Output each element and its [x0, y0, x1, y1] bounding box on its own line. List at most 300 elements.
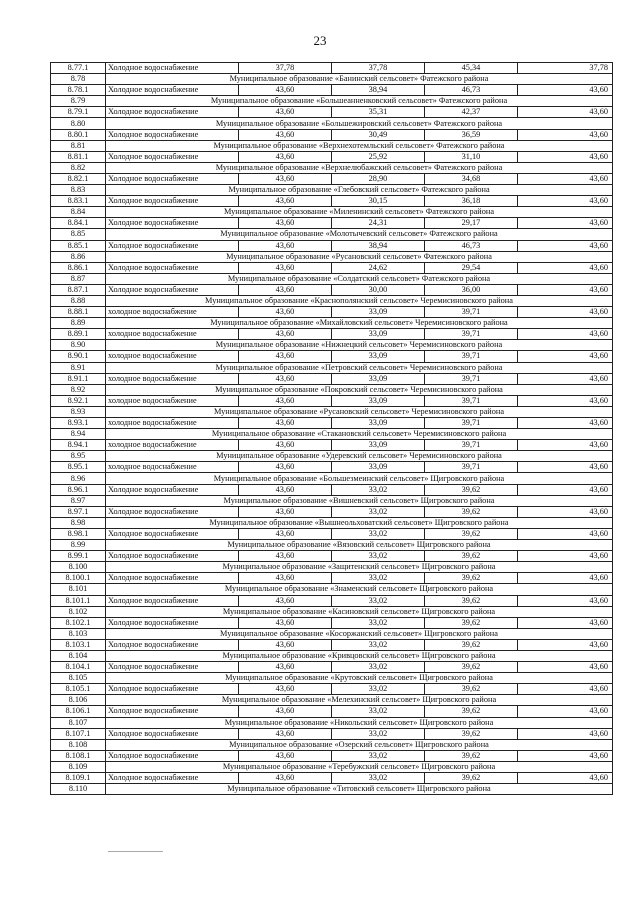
tariff-value: 39,71 — [425, 395, 518, 406]
tariff-value: 43,60 — [518, 551, 613, 562]
service-name: холодное водоснабжение — [106, 351, 239, 362]
tariff-value: 43,60 — [518, 85, 613, 96]
tariff-value: 33,09 — [332, 307, 425, 318]
tariff-value: 33,02 — [332, 528, 425, 539]
row-code: 8.101.1 — [51, 595, 106, 606]
municipality-title: Муниципальное образование «Краснополянский сельсовет» Черемисиновского района — [106, 295, 613, 306]
tariff-value: 43,60 — [239, 773, 332, 784]
tariff-value: 43,60 — [239, 373, 332, 384]
row-code: 8.102 — [51, 606, 106, 617]
tariff-value: 39,62 — [425, 684, 518, 695]
tariff-row — [51, 284, 613, 295]
row-code: 8.100.1 — [51, 573, 106, 584]
tariff-value: 43,60 — [239, 440, 332, 451]
tariff-value: 43,60 — [518, 129, 613, 140]
service-name: Холодное водоснабжение — [106, 129, 239, 140]
tariff-value: 33,02 — [332, 750, 425, 761]
tariff-value: 43,60 — [239, 85, 332, 96]
tariff-value: 43,60 — [518, 395, 613, 406]
service-name: Холодное водоснабжение — [106, 528, 239, 539]
tariff-value: 43,60 — [518, 218, 613, 229]
tariff-value: 36,00 — [425, 284, 518, 295]
tariff-row — [51, 329, 613, 340]
tariff-value: 39,62 — [425, 662, 518, 673]
tariff-value: 36,18 — [425, 196, 518, 207]
municipality-title: Муниципальное образование «Верхнелюбажский сельсовет» Фатежского района — [106, 162, 613, 173]
tariff-value: 33,02 — [332, 639, 425, 650]
municipality-header-row — [51, 384, 613, 395]
municipality-title: Муниципальное образование «Глебовский сельсовет» Фатежского района — [106, 185, 613, 196]
tariff-value: 39,62 — [425, 639, 518, 650]
tariff-value: 43,60 — [239, 639, 332, 650]
tariff-value: 39,71 — [425, 373, 518, 384]
row-code: 8.89.1 — [51, 329, 106, 340]
row-code: 8.90 — [51, 340, 106, 351]
tariff-value: 39,71 — [425, 462, 518, 473]
tariff-value: 43,60 — [518, 196, 613, 207]
tariff-value: 39,62 — [425, 528, 518, 539]
tariff-value: 39,71 — [425, 307, 518, 318]
tariff-value: 33,02 — [332, 551, 425, 562]
municipality-header-row — [51, 695, 613, 706]
tariff-value: 43,60 — [518, 462, 613, 473]
tariff-row — [51, 484, 613, 495]
municipality-title: Муниципальное образование «Крутовский сельсовет» Щигровского района — [106, 673, 613, 684]
tariff-value: 43,60 — [239, 129, 332, 140]
row-code: 8.96.1 — [51, 484, 106, 495]
tariff-row — [51, 728, 613, 739]
row-code: 8.83.1 — [51, 196, 106, 207]
municipality-title: Муниципальное образование «Банинский сельсовет» Фатежского района — [106, 74, 613, 85]
row-code: 8.82.1 — [51, 173, 106, 184]
row-code: 8.85 — [51, 229, 106, 240]
row-code: 8.79.1 — [51, 107, 106, 118]
tariff-value: 39,62 — [425, 506, 518, 517]
tariff-value: 36,59 — [425, 129, 518, 140]
municipality-title: Муниципальное образование «Вишневский сельсовет» Щигровского района — [106, 495, 613, 506]
tariff-row — [51, 418, 613, 429]
service-name: холодное водоснабжение — [106, 373, 239, 384]
row-code: 8.97.1 — [51, 506, 106, 517]
municipality-title: Муниципальное образование «Большеанненковский сельсовет» Фатежского района — [106, 96, 613, 107]
tariff-value: 39,62 — [425, 706, 518, 717]
service-name: холодное водоснабжение — [106, 440, 239, 451]
tariff-value: 39,71 — [425, 329, 518, 340]
municipality-header-row — [51, 74, 613, 85]
tariff-row — [51, 639, 613, 650]
municipality-header-row — [51, 362, 613, 373]
tariff-value: 43,60 — [239, 750, 332, 761]
municipality-title: Муниципальное образование «Касиновский сельсовет» Щигровского района — [106, 606, 613, 617]
service-name: холодное водоснабжение — [106, 462, 239, 473]
service-name: Холодное водоснабжение — [106, 218, 239, 229]
tariff-value: 33,09 — [332, 373, 425, 384]
municipality-title: Муниципальное образование «Миленинский сельсовет» Фатежского района — [106, 207, 613, 218]
row-code: 8.91 — [51, 362, 106, 373]
tariff-value: 43,60 — [518, 639, 613, 650]
tariff-value: 43,60 — [518, 595, 613, 606]
row-code: 8.107.1 — [51, 728, 106, 739]
municipality-title: Муниципальное образование «Верхнехотемльский сельсовет» Фатежского района — [106, 140, 613, 151]
tariff-value: 39,62 — [425, 595, 518, 606]
tariff-value: 31,10 — [425, 151, 518, 162]
tariff-value: 33,09 — [332, 462, 425, 473]
service-name: Холодное водоснабжение — [106, 240, 239, 251]
tariff-value: 43,60 — [239, 551, 332, 562]
row-code: 8.95 — [51, 451, 106, 462]
row-code: 8.104 — [51, 650, 106, 661]
tariff-value: 43,60 — [518, 284, 613, 295]
municipality-header-row — [51, 318, 613, 329]
municipality-title: Муниципальное образование «Никольский сельсовет» Щигровского района — [106, 717, 613, 728]
municipality-title: Муниципальное образование «Михайловский сельсовет» Черемисиновского района — [106, 318, 613, 329]
tariff-row — [51, 373, 613, 384]
tariff-value: 43,60 — [518, 484, 613, 495]
municipality-title: Муниципальное образование «Титовский сельсовет» Щигровского района — [106, 784, 613, 795]
municipality-header-row — [51, 406, 613, 417]
service-name: холодное водоснабжение — [106, 307, 239, 318]
tariff-value: 25,92 — [332, 151, 425, 162]
municipality-header-row — [51, 473, 613, 484]
tariff-value: 33,02 — [332, 662, 425, 673]
municipality-header-row — [51, 140, 613, 151]
row-code: 8.80.1 — [51, 129, 106, 140]
row-code: 8.106 — [51, 695, 106, 706]
tariff-value: 43,60 — [239, 395, 332, 406]
row-code: 8.105.1 — [51, 684, 106, 695]
tariff-value: 43,60 — [239, 573, 332, 584]
row-code: 8.96 — [51, 473, 106, 484]
tariff-row — [51, 662, 613, 673]
tariff-value: 39,62 — [425, 551, 518, 562]
tariff-row — [51, 63, 613, 74]
tariff-row — [51, 773, 613, 784]
tariff-value: 33,09 — [332, 395, 425, 406]
row-code: 8.98.1 — [51, 528, 106, 539]
tariff-value: 35,31 — [332, 107, 425, 118]
row-code: 8.97 — [51, 495, 106, 506]
tariff-value: 24,62 — [332, 262, 425, 273]
row-code: 8.107 — [51, 717, 106, 728]
municipality-title: Муниципальное образование «Вязовский сельсовет» Щигровского района — [106, 540, 613, 551]
row-code: 8.104.1 — [51, 662, 106, 673]
row-code: 8.81 — [51, 140, 106, 151]
municipality-header-row — [51, 739, 613, 750]
tariff-value: 43,60 — [239, 284, 332, 295]
municipality-header-row — [51, 784, 613, 795]
municipality-title: Муниципальное образование «Кривцовский сельсовет» Щигровского района — [106, 650, 613, 661]
row-code: 8.88.1 — [51, 307, 106, 318]
row-code: 8.86.1 — [51, 262, 106, 273]
tariff-value: 43,60 — [239, 173, 332, 184]
tariff-row — [51, 173, 613, 184]
tariff-value: 43,60 — [518, 706, 613, 717]
tariff-value: 37,78 — [518, 63, 613, 74]
tariff-value: 33,02 — [332, 506, 425, 517]
tariff-value: 33,09 — [332, 418, 425, 429]
tariff-value: 38,94 — [332, 85, 425, 96]
row-code: 8.90.1 — [51, 351, 106, 362]
tariff-value: 43,60 — [239, 595, 332, 606]
tariff-value: 43,60 — [518, 528, 613, 539]
municipality-header-row — [51, 761, 613, 772]
service-name: Холодное водоснабжение — [106, 684, 239, 695]
row-code: 8.95.1 — [51, 462, 106, 473]
tariff-row — [51, 573, 613, 584]
service-name: Холодное водоснабжение — [106, 573, 239, 584]
service-name: Холодное водоснабжение — [106, 484, 239, 495]
tariff-value: 29,17 — [425, 218, 518, 229]
service-name: Холодное водоснабжение — [106, 506, 239, 517]
service-name: Холодное водоснабжение — [106, 107, 239, 118]
tariff-row — [51, 351, 613, 362]
tariff-value: 43,60 — [518, 329, 613, 340]
row-code: 8.86 — [51, 251, 106, 262]
row-code: 8.77.1 — [51, 63, 106, 74]
municipality-title: Муниципальное образование «Молотычевский сельсовет» Фатежского района — [106, 229, 613, 240]
service-name: Холодное водоснабжение — [106, 151, 239, 162]
municipality-title: Муниципальное образование «Русановский сельсовет» Черемисиновского района — [106, 406, 613, 417]
row-code: 8.99.1 — [51, 551, 106, 562]
tariff-value: 43,60 — [239, 196, 332, 207]
service-name: Холодное водоснабжение — [106, 284, 239, 295]
municipality-header-row — [51, 517, 613, 528]
tariff-row — [51, 750, 613, 761]
service-name: Холодное водоснабжение — [106, 617, 239, 628]
tariff-value: 43,60 — [518, 418, 613, 429]
tariff-value: 43,60 — [239, 418, 332, 429]
municipality-title: Муниципальное образование «Солдатский сельсовет» Фатежского района — [106, 273, 613, 284]
service-name: Холодное водоснабжение — [106, 773, 239, 784]
municipality-title: Муниципальное образование «Вышнеольховатский сельсовет» Щигровского района — [106, 517, 613, 528]
municipality-header-row — [51, 162, 613, 173]
tariff-value: 43,60 — [239, 240, 332, 251]
tariff-value: 43,60 — [239, 506, 332, 517]
tariff-value: 37,78 — [239, 63, 332, 74]
tariff-value: 43,60 — [518, 662, 613, 673]
tariff-value: 39,62 — [425, 773, 518, 784]
tariff-row — [51, 528, 613, 539]
service-name: Холодное водоснабжение — [106, 662, 239, 673]
row-code: 8.92 — [51, 384, 106, 395]
service-name: Холодное водоснабжение — [106, 551, 239, 562]
footer-divider — [108, 851, 163, 852]
tariff-value: 33,02 — [332, 573, 425, 584]
tariff-row — [51, 395, 613, 406]
row-code: 8.100 — [51, 562, 106, 573]
tariff-value: 33,09 — [332, 329, 425, 340]
municipality-header-row — [51, 185, 613, 196]
municipality-title: Муниципальное образование «Знаменский сельсовет» Щигровского района — [106, 584, 613, 595]
tariff-row — [51, 506, 613, 517]
tariff-value: 43,60 — [239, 329, 332, 340]
tariff-value: 43,60 — [239, 728, 332, 739]
tariff-value: 46,73 — [425, 240, 518, 251]
municipality-title: Муниципальное образование «Петровский сельсовет» Черемисиновского района — [106, 362, 613, 373]
tariff-value: 43,60 — [239, 107, 332, 118]
municipality-title: Муниципальное образование «Большезмеинский сельсовет» Щигровского района — [106, 473, 613, 484]
row-code: 8.83 — [51, 185, 106, 196]
tariff-value: 43,60 — [518, 307, 613, 318]
municipality-header-row — [51, 451, 613, 462]
tariff-value: 30,00 — [332, 284, 425, 295]
tariff-row — [51, 551, 613, 562]
row-code: 8.106.1 — [51, 706, 106, 717]
municipality-header-row — [51, 273, 613, 284]
tariff-row — [51, 151, 613, 162]
service-name: Холодное водоснабжение — [106, 262, 239, 273]
municipality-title: Муниципальное образование «Русановский сельсовет» Фатежского района — [106, 251, 613, 262]
municipality-title: Муниципальное образование «Покровский сельсовет» Черемисиновского района — [106, 384, 613, 395]
tariff-row — [51, 595, 613, 606]
row-code: 8.80 — [51, 118, 106, 129]
row-code: 8.91.1 — [51, 373, 106, 384]
service-name: холодное водоснабжение — [106, 418, 239, 429]
service-name: Холодное водоснабжение — [106, 595, 239, 606]
service-name: холодное водоснабжение — [106, 329, 239, 340]
municipality-title: Муниципальное образование «Теребужский сельсовет» Щигровского района — [106, 761, 613, 772]
tariff-value: 39,71 — [425, 418, 518, 429]
service-name: Холодное водоснабжение — [106, 196, 239, 207]
tariff-value: 43,60 — [239, 151, 332, 162]
municipality-title: Муниципальное образование «Косоржанский сельсовет» Щигровского района — [106, 628, 613, 639]
tariff-row — [51, 107, 613, 118]
row-code: 8.94 — [51, 429, 106, 440]
tariff-value: 30,15 — [332, 196, 425, 207]
row-code: 8.85.1 — [51, 240, 106, 251]
tariff-value: 43,60 — [239, 684, 332, 695]
tariff-value: 39,62 — [425, 484, 518, 495]
tariff-value: 33,09 — [332, 440, 425, 451]
row-code: 8.99 — [51, 540, 106, 551]
municipality-header-row — [51, 606, 613, 617]
municipality-header-row — [51, 229, 613, 240]
tariff-value: 43,60 — [518, 506, 613, 517]
tariff-value: 43,60 — [518, 617, 613, 628]
row-code: 8.79 — [51, 96, 106, 107]
municipality-header-row — [51, 340, 613, 351]
row-code: 8.110 — [51, 784, 106, 795]
row-code: 8.108 — [51, 739, 106, 750]
tariff-row — [51, 85, 613, 96]
row-code: 8.89 — [51, 318, 106, 329]
municipality-header-row — [51, 96, 613, 107]
tariff-table-body — [51, 63, 613, 795]
tariff-value: 28,90 — [332, 173, 425, 184]
tariff-value: 33,02 — [332, 773, 425, 784]
tariff-value: 43,60 — [518, 351, 613, 362]
tariff-table — [50, 62, 613, 795]
tariff-row — [51, 307, 613, 318]
row-code: 8.81.1 — [51, 151, 106, 162]
service-name: Холодное водоснабжение — [106, 639, 239, 650]
tariff-value: 33,09 — [332, 351, 425, 362]
tariff-value: 43,60 — [518, 750, 613, 761]
row-code: 8.109 — [51, 761, 106, 772]
tariff-value: 39,62 — [425, 617, 518, 628]
municipality-title: Муниципальное образование «Озерский сельсовет» Щигровского района — [106, 739, 613, 750]
row-code: 8.109.1 — [51, 773, 106, 784]
tariff-value: 43,60 — [239, 706, 332, 717]
tariff-value: 33,02 — [332, 617, 425, 628]
municipality-header-row — [51, 495, 613, 506]
municipality-title: Муниципальное образование «Большежировский сельсовет» Фатежского района — [106, 118, 613, 129]
municipality-header-row — [51, 650, 613, 661]
row-code: 8.105 — [51, 673, 106, 684]
tariff-value: 43,60 — [518, 173, 613, 184]
tariff-value: 33,02 — [332, 728, 425, 739]
tariff-value: 43,60 — [239, 307, 332, 318]
service-name: Холодное водоснабжение — [106, 85, 239, 96]
municipality-header-row — [51, 584, 613, 595]
tariff-value: 43,60 — [239, 462, 332, 473]
municipality-title: Муниципальное образование «Стакановский сельсовет» Черемисиновского района — [106, 429, 613, 440]
tariff-row — [51, 240, 613, 251]
municipality-header-row — [51, 628, 613, 639]
tariff-row — [51, 617, 613, 628]
service-name: Холодное водоснабжение — [106, 173, 239, 184]
page-number: 23 — [313, 33, 327, 48]
tariff-row — [51, 129, 613, 140]
municipality-header-row — [51, 429, 613, 440]
tariff-value: 43,60 — [518, 373, 613, 384]
row-code: 8.108.1 — [51, 750, 106, 761]
row-code: 8.101 — [51, 584, 106, 595]
municipality-header-row — [51, 717, 613, 728]
tariff-value: 43,60 — [239, 218, 332, 229]
row-code: 8.103.1 — [51, 639, 106, 650]
municipality-header-row — [51, 118, 613, 129]
tariff-value: 43,60 — [518, 684, 613, 695]
tariff-value: 42,37 — [425, 107, 518, 118]
tariff-value: 24,31 — [332, 218, 425, 229]
municipality-header-row — [51, 562, 613, 573]
tariff-value: 33,02 — [332, 684, 425, 695]
row-code: 8.78.1 — [51, 85, 106, 96]
row-code: 8.87 — [51, 273, 106, 284]
row-code: 8.87.1 — [51, 284, 106, 295]
tariff-value: 43,60 — [518, 240, 613, 251]
tariff-value: 33,02 — [332, 595, 425, 606]
tariff-row — [51, 218, 613, 229]
tariff-value: 30,49 — [332, 129, 425, 140]
tariff-row — [51, 706, 613, 717]
row-code: 8.94.1 — [51, 440, 106, 451]
tariff-value: 33,02 — [332, 706, 425, 717]
tariff-value: 39,62 — [425, 728, 518, 739]
tariff-row — [51, 440, 613, 451]
row-code: 8.84.1 — [51, 218, 106, 229]
municipality-header-row — [51, 673, 613, 684]
tariff-value: 39,71 — [425, 440, 518, 451]
service-name: Холодное водоснабжение — [106, 63, 239, 74]
tariff-value: 43,60 — [518, 440, 613, 451]
service-name: Холодное водоснабжение — [106, 728, 239, 739]
tariff-value: 33,02 — [332, 484, 425, 495]
row-code: 8.78 — [51, 74, 106, 85]
row-code: 8.103 — [51, 628, 106, 639]
row-code: 8.84 — [51, 207, 106, 218]
tariff-value: 46,73 — [425, 85, 518, 96]
tariff-value: 43,60 — [518, 107, 613, 118]
tariff-value: 43,60 — [239, 262, 332, 273]
service-name: холодное водоснабжение — [106, 395, 239, 406]
tariff-value: 43,60 — [239, 351, 332, 362]
row-code: 8.92.1 — [51, 395, 106, 406]
tariff-value: 43,60 — [518, 773, 613, 784]
tariff-value: 37,78 — [332, 63, 425, 74]
row-code: 8.93 — [51, 406, 106, 417]
